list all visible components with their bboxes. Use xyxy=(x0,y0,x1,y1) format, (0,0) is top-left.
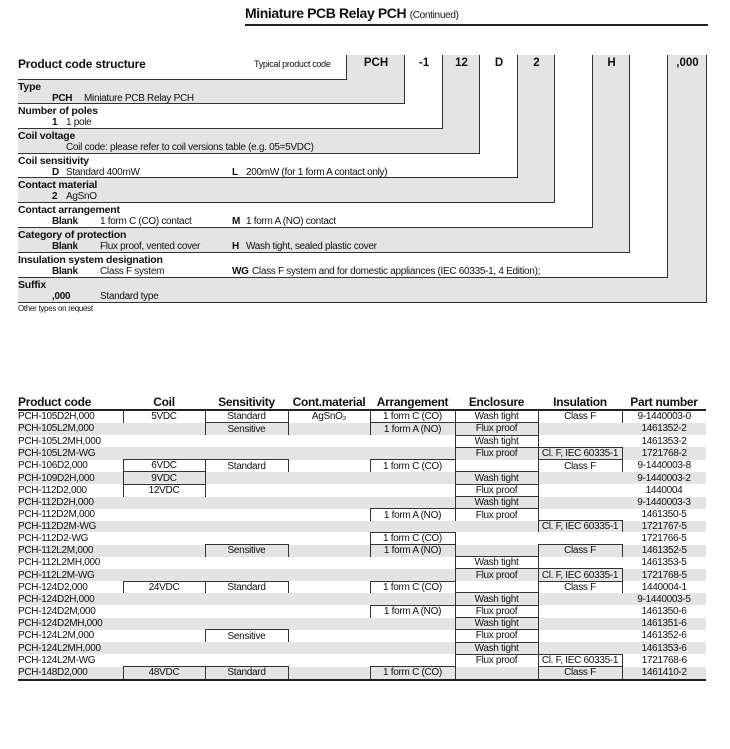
table-cell xyxy=(370,569,455,581)
table-cell xyxy=(123,521,205,533)
option-code: ,000 xyxy=(52,291,71,302)
table-cell: Flux proof xyxy=(455,509,538,521)
table-cell xyxy=(205,521,288,533)
table-cell xyxy=(370,618,455,630)
option-code: Blank xyxy=(52,216,78,227)
page-title xyxy=(245,5,459,21)
table-cell: Standard xyxy=(205,460,288,472)
table-cell: 24VDC xyxy=(123,581,205,593)
table-cell: 9-1440003-2 xyxy=(622,472,706,484)
table-cell xyxy=(288,557,370,569)
table-cell xyxy=(288,630,370,642)
table-cell: 48VDC xyxy=(123,667,205,680)
option-code: H xyxy=(232,241,239,252)
option-desc: 1 form A (NO) contact xyxy=(246,216,336,227)
table-cell: Flux proof xyxy=(455,654,538,666)
section-title: Coil voltage xyxy=(18,130,76,142)
table-cell xyxy=(538,484,622,496)
table-cell xyxy=(538,497,622,509)
table-cell: PCH-105D2H,000 xyxy=(18,411,95,423)
code-segment: PCH xyxy=(363,57,389,69)
table-cell: Wash tight xyxy=(455,435,538,447)
option-code: M xyxy=(232,216,241,227)
table-cell: Flux proof xyxy=(455,447,538,459)
table-row xyxy=(18,509,706,521)
table-cell xyxy=(538,618,622,630)
table-cell: Wash tight xyxy=(455,497,538,509)
table-cell: 6VDC xyxy=(123,460,205,472)
table-cell xyxy=(455,532,538,544)
table-cell xyxy=(288,593,370,605)
title-text: Miniature PCB Relay PCH xyxy=(245,5,407,21)
code-segment: 12 xyxy=(455,57,468,69)
table-cell xyxy=(288,423,370,435)
option-desc: Standard type xyxy=(100,291,159,302)
table-cell: PCH-106D2,000 xyxy=(18,460,88,472)
option-desc: Standard 400mW xyxy=(66,167,140,178)
code-segment: 2 xyxy=(533,57,540,69)
table-cell xyxy=(370,435,455,447)
table-cell: Standard xyxy=(205,667,288,680)
title-rule xyxy=(245,24,708,26)
option-desc: Miniature PCB Relay PCH xyxy=(84,93,194,104)
table-cell xyxy=(205,569,288,581)
table-row xyxy=(18,605,706,617)
table-cell: PCH-112D2-WG xyxy=(18,533,89,545)
table-row xyxy=(18,521,706,533)
table-cell: 9-1440003-8 xyxy=(637,460,691,472)
table-cell xyxy=(538,630,622,642)
table-cell xyxy=(123,569,205,581)
table-cell: Flux proof xyxy=(455,630,538,642)
table-cell: PCH-124L2M,000 xyxy=(18,630,94,642)
table-cell xyxy=(205,605,288,617)
table-cell: PCH-124L2MH,000 xyxy=(18,642,123,654)
table-cell xyxy=(288,642,370,654)
table-cell: Sensitive xyxy=(205,545,288,557)
table-cell: AgSnO₂ xyxy=(288,410,370,423)
table-cell: Wash tight xyxy=(455,593,538,605)
table-cell xyxy=(123,435,205,447)
table-row xyxy=(18,630,706,642)
table-cell xyxy=(288,460,370,472)
column-header: Insulation xyxy=(538,395,622,410)
option-desc: AgSnO xyxy=(66,191,97,202)
table-cell xyxy=(288,618,370,630)
table-cell xyxy=(205,435,288,447)
table-cell: 1721766-5 xyxy=(641,533,687,545)
option-code: 2 xyxy=(52,191,58,202)
table-cell xyxy=(455,667,538,680)
table-cell: PCH-124D2M,000 xyxy=(18,605,96,617)
table-cell xyxy=(123,497,205,509)
table-cell xyxy=(288,654,370,666)
option-desc: Coil code: please refer to coil versions table (e.g. 05=5VDC) xyxy=(66,142,314,153)
table-cell: PCH-109D2H,000 xyxy=(18,472,123,484)
table-cell: PCH-112L2M-WG xyxy=(18,569,123,581)
table-cell xyxy=(205,509,288,521)
table-row xyxy=(18,532,706,544)
table-cell xyxy=(123,593,205,605)
table-cell: 1461351-6 xyxy=(622,618,706,630)
table-cell xyxy=(370,557,455,569)
code-segment: -1 xyxy=(418,57,430,69)
table-cell: 1 form C (CO) xyxy=(370,410,455,423)
table-cell xyxy=(538,532,622,544)
table-cell xyxy=(370,642,455,654)
structure-heading: Product code structure xyxy=(18,57,146,71)
table-cell xyxy=(123,423,205,435)
table-cell: 5VDC xyxy=(123,410,205,423)
table-cell xyxy=(205,654,288,666)
option-desc: 200mW (for 1 form A contact only) xyxy=(246,167,388,178)
table-cell xyxy=(205,484,288,496)
table-cell: PCH-112D2M,000 xyxy=(18,509,95,521)
table-cell: 1 form A (NO) xyxy=(370,545,455,557)
table-cell: 1721768-2 xyxy=(622,447,706,459)
table-row xyxy=(18,593,706,605)
option-code: L xyxy=(232,167,238,178)
table-row xyxy=(18,569,706,581)
table-cell: 1440004 xyxy=(645,484,683,496)
table-cell: 1 form A (NO) xyxy=(370,605,455,617)
table-cell: Cl. F, IEC 60335-1 xyxy=(538,447,622,459)
table-row xyxy=(18,460,706,472)
table-cell: PCH-112L2M,000 xyxy=(18,545,123,557)
footnote: Other types on request xyxy=(18,304,93,313)
table-cell: PCH-148D2,000 xyxy=(18,667,123,680)
table-cell xyxy=(205,447,288,459)
table-cell: Sensitive xyxy=(205,630,288,642)
section-title: Category of protection xyxy=(18,229,127,241)
table-cell xyxy=(123,557,205,569)
table-row xyxy=(18,581,706,593)
table-header-row xyxy=(18,395,706,410)
option-desc: Class F system xyxy=(100,266,165,277)
table-cell xyxy=(370,447,455,459)
table-cell xyxy=(370,630,455,642)
section-title: Coil sensitivity xyxy=(18,155,89,167)
table-cell: 1461353-5 xyxy=(641,557,687,569)
table-row xyxy=(18,618,706,630)
table-cell xyxy=(370,484,455,496)
table-cell: 1461353-6 xyxy=(622,642,706,654)
table-cell: PCH-105L2M,000 xyxy=(18,423,123,435)
table-cell xyxy=(538,593,622,605)
table-row xyxy=(18,472,706,484)
column-header: Enclosure xyxy=(455,395,538,410)
option-code: 1 xyxy=(52,117,58,128)
table-cell xyxy=(288,497,370,509)
table-cell xyxy=(370,497,455,509)
table-cell xyxy=(370,654,455,666)
table-cell: Wash tight xyxy=(455,642,538,654)
option-desc: Class F system and for domestic appliances (IEC 60335-1, 4 Edition); xyxy=(252,266,541,277)
table-cell xyxy=(288,472,370,484)
section-title: Type xyxy=(18,81,41,93)
table-cell: 1 form C (CO) xyxy=(370,667,455,680)
table-cell: Standard xyxy=(205,410,288,423)
table-cell xyxy=(288,521,370,533)
table-row xyxy=(18,557,706,569)
table-row xyxy=(18,642,706,654)
table-cell: Class F xyxy=(538,410,622,423)
table-cell xyxy=(288,605,370,617)
table-cell xyxy=(205,618,288,630)
table-cell: 9-1440003-3 xyxy=(622,497,706,509)
table-cell: Flux proof xyxy=(455,484,538,496)
column-header: Sensitivity xyxy=(205,395,288,410)
column-header: Part number xyxy=(622,395,706,410)
table-cell: 9-1440003-0 xyxy=(637,411,691,423)
table-cell: 1 form C (CO) xyxy=(370,581,455,593)
table-cell xyxy=(123,630,205,642)
option-code: PCH xyxy=(52,93,73,104)
table-cell xyxy=(288,435,370,447)
option-code: Blank xyxy=(52,266,78,277)
column-header: Arrangement xyxy=(370,395,455,410)
table-cell: PCH-112D2,000 xyxy=(18,484,87,496)
table-cell: 12VDC xyxy=(123,484,205,496)
table-cell: PCH-124D2MH,000 xyxy=(18,618,123,630)
table-cell xyxy=(288,532,370,544)
table-cell xyxy=(288,545,370,557)
table-cell: Class F xyxy=(538,545,622,557)
section-title: Contact arrangement xyxy=(18,204,120,216)
table-cell: 9-1440003-5 xyxy=(622,593,706,605)
table-row xyxy=(18,435,706,447)
code-segment: ,000 xyxy=(676,57,699,69)
code-segment: H xyxy=(607,57,616,69)
table-cell: Wash tight xyxy=(455,557,538,569)
table-cell xyxy=(123,642,205,654)
table-cell: PCH-124L2M-WG xyxy=(18,655,96,667)
table-cell: 1721767-5 xyxy=(622,521,706,533)
table-row xyxy=(18,667,706,680)
table-row xyxy=(18,545,706,557)
table-cell xyxy=(538,642,622,654)
table-row xyxy=(18,410,706,423)
table-cell xyxy=(370,593,455,605)
table-cell: 1 form C (CO) xyxy=(370,460,455,472)
table-row xyxy=(18,447,706,459)
section-title: Contact material xyxy=(18,179,98,191)
table-cell: Class F xyxy=(538,667,622,680)
table-cell: 1461353-2 xyxy=(641,435,687,447)
table-cell: Wash tight xyxy=(455,472,538,484)
table-cell xyxy=(123,509,205,521)
table-cell: 1 form A (NO) xyxy=(370,509,455,521)
table-cell: Sensitive xyxy=(205,423,288,435)
table-cell xyxy=(205,472,288,484)
section-title: Insulation system designation xyxy=(18,254,163,266)
table-cell xyxy=(123,447,205,459)
table-cell xyxy=(123,654,205,666)
table-cell xyxy=(288,447,370,459)
table-cell xyxy=(288,509,370,521)
table-cell xyxy=(205,557,288,569)
table-cell xyxy=(370,472,455,484)
table-row xyxy=(18,654,706,666)
table-cell: 1 form A (NO) xyxy=(370,423,455,435)
table-cell: Class F xyxy=(538,460,622,472)
section-title: Suffix xyxy=(18,279,46,291)
table-cell: Cl. F, IEC 60335-1 xyxy=(538,569,622,581)
table-cell xyxy=(538,605,622,617)
table-cell xyxy=(123,618,205,630)
code-segment: D xyxy=(494,57,504,69)
table-cell: Class F xyxy=(538,581,622,593)
title-continued: (Continued) xyxy=(409,10,459,21)
option-desc: 1 pole xyxy=(66,117,92,128)
table-cell: Flux proof xyxy=(455,423,538,435)
table-cell xyxy=(123,605,205,617)
table-cell: PCH-124D2,000 xyxy=(18,581,88,593)
option-code: D xyxy=(52,167,59,178)
table-cell: Flux proof xyxy=(455,605,538,617)
table-cell: Cl. F, IEC 60335-1 xyxy=(538,521,622,533)
table-cell: PCH-105L2MH,000 xyxy=(18,435,101,447)
table-cell xyxy=(288,581,370,593)
table-cell: Standard xyxy=(205,581,288,593)
table-cell: 1461352-2 xyxy=(622,423,706,435)
table-cell: 1721768-5 xyxy=(622,569,706,581)
section-title: Number of poles xyxy=(18,105,98,117)
table-cell: PCH-105L2M-WG xyxy=(18,447,123,459)
table-row xyxy=(18,497,706,509)
option-desc: Wash tight, sealed plastic cover xyxy=(246,241,377,252)
column-header: Product code xyxy=(18,395,123,410)
table-cell: PCH-112D2H,000 xyxy=(18,497,123,509)
typical-code-label: Typical product code xyxy=(254,59,331,69)
table-cell xyxy=(288,569,370,581)
table-cell: Wash tight xyxy=(455,618,538,630)
table-cell xyxy=(455,521,538,533)
table-cell: 1461352-6 xyxy=(641,630,687,642)
table-row xyxy=(18,484,706,496)
table-cell: Flux proof xyxy=(455,569,538,581)
table-cell xyxy=(370,521,455,533)
option-code: Blank xyxy=(52,241,78,252)
table-cell xyxy=(455,460,538,472)
table-cell xyxy=(123,545,205,557)
table-cell xyxy=(455,581,538,593)
table-cell: PCH-124D2H,000 xyxy=(18,593,123,605)
table-cell xyxy=(455,545,538,557)
table-cell xyxy=(123,532,205,544)
column-header: Coil xyxy=(123,395,205,410)
table-cell: Wash tight xyxy=(455,410,538,423)
table-cell: 9VDC xyxy=(123,472,205,484)
table-cell xyxy=(205,497,288,509)
table-cell xyxy=(538,472,622,484)
option-desc: 1 form C (CO) contact xyxy=(100,216,192,227)
option-desc: Flux proof, vented cover xyxy=(100,241,201,252)
table-cell xyxy=(288,484,370,496)
table-cell: PCH-112L2MH,000 xyxy=(18,557,101,569)
table-cell xyxy=(205,593,288,605)
table-cell xyxy=(538,557,622,569)
table-cell: 1461410-2 xyxy=(622,667,706,680)
table-cell xyxy=(205,532,288,544)
table-cell: 1721768-6 xyxy=(641,655,687,667)
table-cell: 1461352-5 xyxy=(622,545,706,557)
table-cell xyxy=(538,509,622,521)
table-cell xyxy=(288,667,370,680)
table-cell: Cl. F, IEC 60335-1 xyxy=(538,654,622,666)
table-cell: PCH-112D2M-WG xyxy=(18,521,123,533)
table-cell xyxy=(205,642,288,654)
table-cell: 1461350-6 xyxy=(641,605,687,617)
column-header: Cont.material xyxy=(288,395,370,410)
table-cell xyxy=(538,423,622,435)
table-cell: 1461350-5 xyxy=(641,509,687,521)
table-cell: 1 form C (CO) xyxy=(370,532,455,544)
table-row xyxy=(18,423,706,435)
table-cell: 1440004-1 xyxy=(641,581,687,593)
option-code: WG xyxy=(232,266,249,277)
table-cell xyxy=(538,435,622,447)
product-table xyxy=(18,395,706,681)
